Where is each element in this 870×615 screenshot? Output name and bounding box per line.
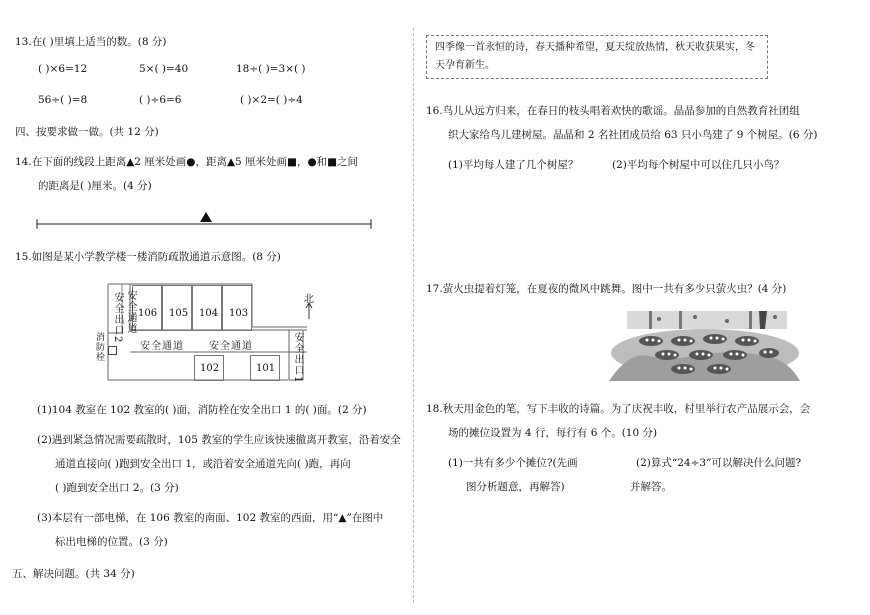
q16-sub1: (1)平均每人建了几个树屋？ (448, 159, 579, 171)
section-5-title: 五、解决问题。(共 34 分) (12, 568, 135, 580)
q13-item: ( )÷6=6 (139, 94, 182, 106)
corridor-label-1: 安全通道 (140, 341, 184, 352)
corridor-label-2: 安全通道 (209, 341, 253, 352)
q15-sub2-line3: ( )跑到安全出口 2。(3 分) (55, 482, 179, 494)
number-line-segment (35, 208, 375, 232)
north-label: 北 (304, 294, 314, 305)
room-106: 106 (138, 308, 158, 319)
q18-line1: 18.秋天用金色的笔，写下丰收的诗篇。为了庆祝丰收，村里举行农产品展示会，会 (426, 403, 811, 415)
corridor-vertical-label: 安全通道 (125, 290, 136, 334)
q15-sub1: (1)104 教室在 102 教室的( )面，消防栓在安全出口 1 的( )面。(2 分) (37, 404, 367, 416)
triangle-marker-icon (200, 212, 212, 222)
hydrant-icon (108, 346, 117, 355)
q16-sub2: (2)平均每个树屋中可以住几只小鸟？ (612, 159, 785, 171)
q13-item: 5×( )=40 (139, 63, 189, 75)
q18-sub1-line1: (1)一共有多少个摊位?(先画 (448, 457, 578, 469)
firefly-pond-illustration (609, 311, 800, 381)
q18-sub2-line2: 并解答。 (630, 481, 672, 493)
q14-line2: 的距离是( )厘米。(4 分) (38, 180, 152, 192)
exit-1-label: 安全出口1 (292, 332, 303, 384)
hydrant-label: 消防栓 (94, 332, 104, 362)
room-102: 102 (200, 363, 220, 374)
room-105: 105 (169, 308, 189, 319)
q13-title: 13.在( )里填上适当的数。(8 分) (15, 36, 167, 48)
q13-item: 56÷( )=8 (38, 94, 88, 106)
q17-text: 17.萤火虫提着灯笼，在夏夜的微风中跳舞。图中一共有多少只萤火虫？(4 分) (426, 283, 787, 295)
north-arrow-icon (305, 302, 313, 320)
q15-title: 15.如图是某小学教学楼一楼消防疏散通道示意图。(8 分) (15, 251, 281, 263)
floor-plan (92, 280, 322, 385)
q15-sub2-line1: (2)遇到紧急情况需要疏散时，105 教室的学生应该快速撤离开教室，沿着安全 (37, 434, 401, 446)
q13-item: ( )×2=( )÷4 (240, 94, 303, 106)
room-104: 104 (199, 308, 219, 319)
q14-line1: 14.在下面的线段上距离▲2 厘米处画●，距离▲5 厘米处画■，●和■之间 (15, 156, 359, 168)
q13-item: 18÷( )=3×( ) (236, 63, 306, 75)
section-4-title: 四、按要求做一做。(共 12 分) (15, 126, 159, 138)
q13-item: ( )×6=12 (38, 63, 88, 75)
q16-line2: 织大家给鸟儿建树屋。晶晶和 2 名社团成员给 63 只小鸟建了 9 个树屋。(6 分) (448, 129, 818, 141)
room-103: 103 (229, 308, 249, 319)
poem-box: 四季像一首永恒的诗，春天播种希望，夏天绽放热情，秋天收获果实，冬天孕育新生。 (426, 35, 768, 79)
room-101: 101 (256, 363, 276, 374)
q16-line1: 16.鸟儿从远方归来，在春日的枝头唱着欢快的歌谣。晶晶参加的自然教育社团组 (426, 105, 800, 117)
q15-sub2-line2: 通道直接向( )跑到安全出口 1，或沿着安全通道先向( )跑，再向 (55, 458, 351, 470)
q15-sub3-line2: 标出电梯的位置。(3 分) (55, 536, 168, 548)
q18-line2: 场的摊位设置为 4 行，每行有 6 个。(10 分) (448, 427, 658, 439)
q15-sub3-line1: (3)本层有一部电梯，在 106 教室的南面、102 教室的西面，用“▲”在图中 (37, 512, 384, 524)
column-divider (413, 28, 414, 603)
q18-sub1-line2: 图分析题意，再解答) (466, 481, 565, 493)
q18-sub2-line1: (2)算式“24÷3”可以解决什么问题? (636, 457, 802, 469)
exit-2-label: 安全出口2 (112, 292, 123, 344)
